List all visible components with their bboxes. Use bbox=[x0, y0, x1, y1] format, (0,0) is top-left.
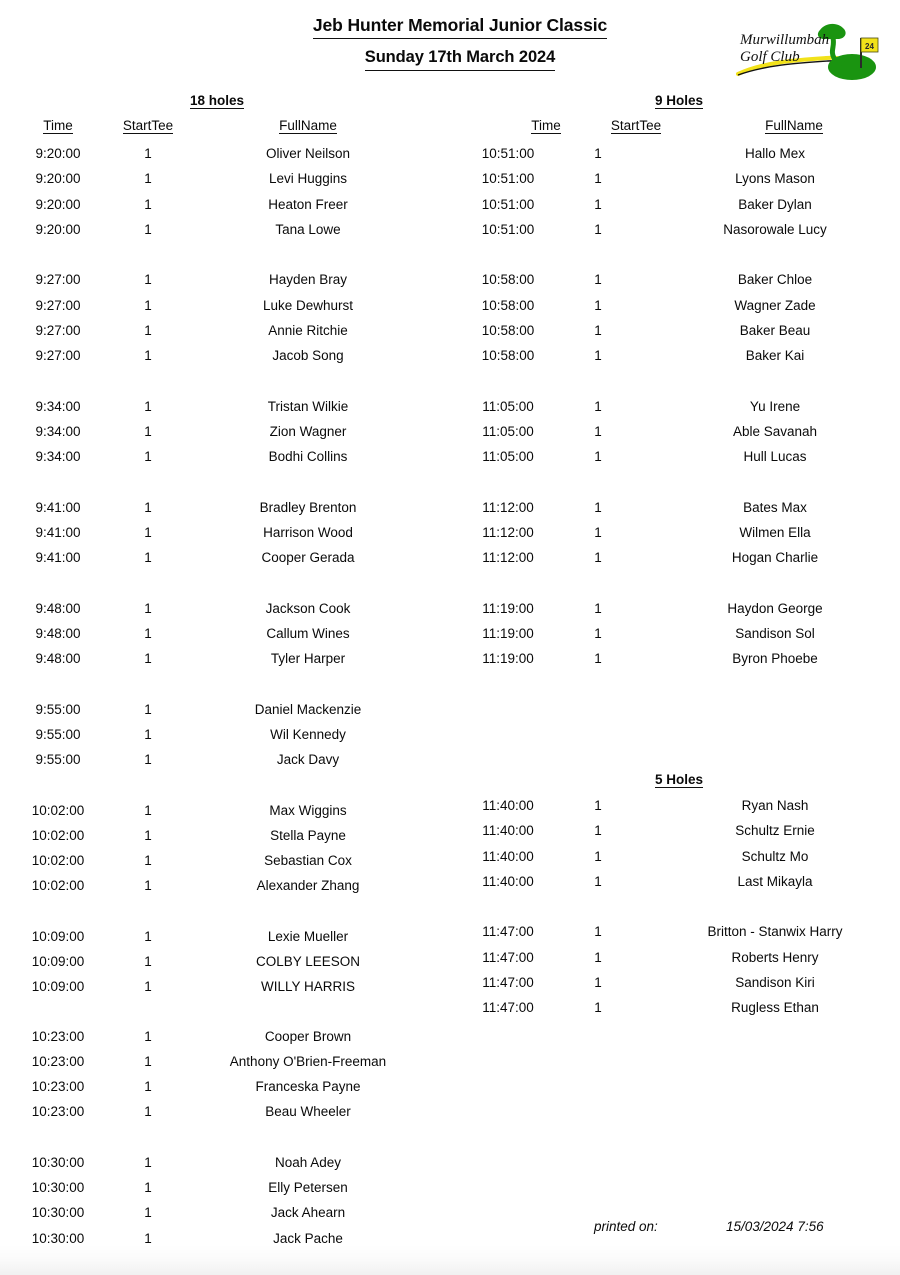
tee-time-row bbox=[0, 166, 900, 191]
cell-time: 11:05:00 bbox=[482, 423, 534, 439]
cell-full-name: Rugless Ethan bbox=[731, 1000, 819, 1015]
cell-time: 10:30:00 bbox=[31, 1205, 85, 1221]
cell-full-name: Sandison Sol bbox=[735, 625, 815, 641]
cell-full-name: Hogan Charlie bbox=[731, 550, 819, 565]
tee-time-row bbox=[0, 646, 900, 671]
cell-start-tee: 1 bbox=[594, 348, 602, 363]
section-heading-18-holes: 18 holes bbox=[189, 93, 245, 108]
cell-time: 10:58:00 bbox=[481, 322, 535, 338]
cell-time: 9:27:00 bbox=[35, 272, 81, 288]
tee-time-row bbox=[0, 919, 900, 944]
cell-time: 11:05:00 bbox=[482, 398, 534, 414]
cell-time: 10:02:00 bbox=[31, 878, 85, 894]
flag-number: 24 bbox=[865, 42, 874, 51]
cell-time: 9:48:00 bbox=[35, 651, 81, 666]
cell-start-tee: 1 bbox=[144, 1180, 152, 1195]
cell-full-name: Harrison Wood bbox=[263, 524, 353, 540]
cell-start-tee: 1 bbox=[144, 1053, 152, 1069]
tee-time-row bbox=[0, 343, 900, 368]
cell-full-name: Hallo Mex bbox=[744, 146, 806, 161]
cell-start-tee: 1 bbox=[144, 625, 152, 641]
cell-start-tee: 1 bbox=[594, 449, 602, 464]
tee-time-row bbox=[0, 818, 900, 843]
footer bbox=[0, 1219, 900, 1241]
cell-start-tee: 1 bbox=[594, 949, 602, 965]
cell-start-tee: 1 bbox=[144, 171, 152, 187]
tee-time-row bbox=[0, 444, 900, 469]
cell-time: 10:09:00 bbox=[31, 928, 85, 944]
cell-start-tee: 1 bbox=[594, 221, 602, 237]
cell-time: 9:55:00 bbox=[35, 726, 81, 742]
cell-time: 11:47:00 bbox=[482, 1000, 534, 1015]
cell-time: 11:47:00 bbox=[482, 924, 534, 940]
cell-time: 11:19:00 bbox=[482, 600, 534, 616]
cell-time: 9:27:00 bbox=[35, 297, 81, 313]
tee-time-row bbox=[0, 545, 900, 570]
cell-start-tee: 1 bbox=[144, 1028, 152, 1044]
cell-start-tee: 1 bbox=[594, 297, 602, 313]
cell-time: 9:34:00 bbox=[35, 449, 81, 464]
cell-start-tee: 1 bbox=[144, 802, 152, 818]
cell-time: 10:51:00 bbox=[481, 221, 535, 237]
tee-time-row bbox=[0, 970, 900, 995]
cell-start-tee: 1 bbox=[594, 1000, 602, 1015]
section-heading-9-holes: 9 Holes bbox=[654, 93, 704, 108]
cell-time: 9:27:00 bbox=[35, 322, 81, 338]
cell-start-tee: 1 bbox=[144, 272, 152, 288]
cell-start-tee: 1 bbox=[144, 322, 152, 338]
cell-full-name: Ryan Nash bbox=[741, 798, 809, 813]
cell-start-tee: 1 bbox=[144, 928, 152, 944]
cell-time: 9:34:00 bbox=[35, 398, 81, 414]
tee-time-row bbox=[0, 945, 900, 970]
cell-start-tee: 1 bbox=[594, 423, 602, 439]
cell-time: 10:09:00 bbox=[31, 954, 85, 969]
cell-start-tee: 1 bbox=[144, 550, 152, 565]
cell-full-name: Wagner Zade bbox=[734, 297, 816, 313]
cell-time: 9:41:00 bbox=[35, 499, 81, 515]
printed-on-value: 15/03/2024 7:56 bbox=[726, 1219, 824, 1234]
cell-full-name: COLBY LEESON bbox=[255, 954, 361, 969]
cell-full-name: Britton - Stanwix Harry bbox=[707, 924, 843, 940]
cell-start-tee: 1 bbox=[594, 823, 602, 839]
cell-full-name: WILLY HARRIS bbox=[260, 979, 356, 995]
cell-start-tee: 1 bbox=[144, 701, 152, 717]
cell-full-name: Zion Wagner bbox=[269, 423, 347, 439]
cell-time: 9:27:00 bbox=[35, 348, 81, 363]
cell-full-name: Byron Phoebe bbox=[732, 651, 818, 666]
cell-full-name: Jackson Cook bbox=[265, 600, 351, 616]
cell-time: 9:55:00 bbox=[35, 701, 81, 717]
cell-start-tee: 1 bbox=[144, 954, 152, 969]
cell-start-tee: 1 bbox=[144, 878, 152, 894]
cell-full-name: Heaton Freer bbox=[268, 196, 348, 212]
section-heading-5-holes: 5 Holes bbox=[654, 772, 704, 787]
cell-time: 9:41:00 bbox=[35, 550, 81, 565]
cell-time: 10:58:00 bbox=[481, 348, 535, 363]
tee-time-row bbox=[0, 267, 900, 292]
cell-full-name: Alexander Zhang bbox=[256, 878, 360, 894]
cell-start-tee: 1 bbox=[594, 196, 602, 212]
cell-time: 11:40:00 bbox=[482, 873, 534, 889]
cell-start-tee: 1 bbox=[594, 398, 602, 414]
cell-time: 11:19:00 bbox=[482, 651, 534, 666]
tee-time-row bbox=[0, 192, 900, 217]
cell-start-tee: 1 bbox=[144, 1079, 152, 1094]
cell-time: 10:30:00 bbox=[31, 1230, 85, 1246]
cell-start-tee: 1 bbox=[144, 752, 152, 767]
cell-full-name: Lyons Mason bbox=[735, 171, 815, 187]
cell-full-name: Wilmen Ella bbox=[739, 524, 811, 540]
logo-club-line1: Murwillumbah bbox=[740, 32, 830, 48]
cell-start-tee: 1 bbox=[594, 848, 602, 864]
cell-time: 11:12:00 bbox=[482, 499, 534, 515]
cell-start-tee: 1 bbox=[144, 146, 152, 161]
cell-start-tee: 1 bbox=[594, 550, 602, 565]
cell-start-tee: 1 bbox=[594, 146, 602, 161]
cell-full-name: Bates Max bbox=[743, 499, 807, 515]
tee-time-row bbox=[0, 318, 900, 343]
cell-time: 10:02:00 bbox=[31, 802, 85, 818]
cell-time: 9:34:00 bbox=[35, 423, 81, 439]
tee-time-row bbox=[0, 520, 900, 545]
tee-time-row bbox=[0, 995, 900, 1020]
cell-start-tee: 1 bbox=[144, 449, 152, 464]
cell-full-name: Cooper Gerada bbox=[261, 550, 355, 565]
cell-full-name: Schultz Ernie bbox=[735, 823, 815, 839]
header-full-name: FullName bbox=[279, 118, 337, 133]
cell-full-name: Bodhi Collins bbox=[268, 449, 348, 464]
cell-time: 11:40:00 bbox=[482, 848, 534, 864]
cell-start-tee: 1 bbox=[594, 272, 602, 288]
cell-full-name: Elly Petersen bbox=[268, 1180, 348, 1195]
cell-start-tee: 1 bbox=[594, 171, 602, 187]
cell-start-tee: 1 bbox=[594, 798, 602, 813]
tee-time-row bbox=[0, 495, 900, 520]
header-time: Time bbox=[531, 118, 561, 133]
cell-full-name: Callum Wines bbox=[266, 625, 350, 641]
cell-full-name: Tyler Harper bbox=[270, 651, 346, 666]
cell-time: 9:20:00 bbox=[35, 171, 81, 187]
cell-full-name: Baker Kai bbox=[745, 348, 805, 363]
page-subtitle: Sunday 17th March 2024 bbox=[365, 44, 555, 71]
cell-time: 10:23:00 bbox=[31, 1028, 85, 1044]
logo-club-line2: Golf Club bbox=[740, 49, 800, 65]
cell-start-tee: 1 bbox=[144, 221, 152, 237]
cell-full-name: Stella Payne bbox=[270, 827, 346, 843]
cell-full-name: Lexie Mueller bbox=[267, 928, 349, 944]
cell-start-tee: 1 bbox=[594, 974, 602, 990]
cell-time: 11:19:00 bbox=[482, 625, 534, 641]
tee-time-row bbox=[0, 793, 900, 818]
cell-time: 10:58:00 bbox=[481, 272, 535, 288]
cell-time: 9:20:00 bbox=[35, 196, 81, 212]
cell-time: 11:12:00 bbox=[482, 550, 534, 565]
tee-time-row bbox=[0, 217, 900, 242]
cell-full-name: Hull Lucas bbox=[743, 449, 807, 464]
cell-time: 11:12:00 bbox=[482, 524, 534, 540]
cell-start-tee: 1 bbox=[594, 524, 602, 540]
cell-time: 10:51:00 bbox=[481, 146, 535, 161]
cell-time: 9:20:00 bbox=[35, 221, 81, 237]
cell-time: 9:48:00 bbox=[35, 625, 81, 641]
cell-time: 10:30:00 bbox=[31, 1180, 85, 1195]
cell-time: 11:40:00 bbox=[482, 823, 534, 839]
tee-time-row bbox=[0, 869, 900, 894]
cell-start-tee: 1 bbox=[144, 651, 152, 666]
cell-start-tee: 1 bbox=[144, 499, 152, 515]
cell-full-name: Beau Wheeler bbox=[265, 1104, 351, 1120]
cell-full-name: Baker Chloe bbox=[737, 272, 813, 288]
cell-full-name: Luke Dewhurst bbox=[262, 297, 354, 313]
cell-full-name: Wil Kennedy bbox=[270, 726, 346, 742]
cell-full-name: Roberts Henry bbox=[731, 949, 819, 965]
tee-time-row bbox=[0, 141, 900, 166]
cell-full-name: Hayden Bray bbox=[268, 272, 348, 288]
tee-time-row bbox=[0, 844, 900, 869]
cell-start-tee: 1 bbox=[144, 600, 152, 616]
cell-start-tee: 1 bbox=[594, 600, 602, 616]
cell-time: 10:23:00 bbox=[31, 1104, 85, 1120]
cell-time: 11:47:00 bbox=[482, 949, 534, 965]
header-start-tee: StartTee bbox=[610, 118, 662, 133]
cell-start-tee: 1 bbox=[144, 1205, 152, 1221]
cell-time: 11:40:00 bbox=[482, 798, 534, 813]
cell-full-name: Anthony O'Brien-Freeman bbox=[229, 1053, 387, 1069]
cell-start-tee: 1 bbox=[144, 348, 152, 363]
cell-start-tee: 1 bbox=[144, 1230, 152, 1246]
cell-full-name: Last Mikayla bbox=[737, 873, 813, 889]
cell-full-name: Jack Pache bbox=[273, 1230, 343, 1246]
cell-start-tee: 1 bbox=[144, 1104, 152, 1120]
cell-full-name: Jacob Song bbox=[272, 348, 344, 363]
cell-start-tee: 1 bbox=[144, 524, 152, 540]
tee-time-row bbox=[0, 293, 900, 318]
cell-start-tee: 1 bbox=[594, 322, 602, 338]
cell-time: 10:23:00 bbox=[31, 1079, 85, 1094]
cell-start-tee: 1 bbox=[594, 924, 602, 940]
cell-full-name: Max Wiggins bbox=[269, 802, 347, 818]
cell-full-name: Bradley Brenton bbox=[259, 499, 357, 515]
cell-time: 9:48:00 bbox=[35, 600, 81, 616]
cell-full-name: Tana Lowe bbox=[275, 221, 341, 237]
cell-full-name: Schultz Mo bbox=[741, 848, 809, 864]
cell-full-name: Jack Ahearn bbox=[270, 1205, 346, 1221]
cell-time: 10:51:00 bbox=[481, 196, 535, 212]
cell-time: 11:47:00 bbox=[482, 974, 534, 990]
cell-start-tee: 1 bbox=[594, 873, 602, 889]
cell-full-name: Levi Huggins bbox=[268, 171, 348, 187]
header-start-tee: StartTee bbox=[122, 118, 174, 133]
cell-full-name: Oliver Neilson bbox=[265, 146, 351, 161]
page-title: Jeb Hunter Memorial Junior Classic bbox=[313, 12, 607, 39]
tee-time-row bbox=[0, 596, 900, 621]
cell-full-name: Daniel Mackenzie bbox=[254, 701, 362, 717]
cell-start-tee: 1 bbox=[144, 827, 152, 843]
cell-start-tee: 1 bbox=[144, 726, 152, 742]
cell-time: 10:58:00 bbox=[481, 297, 535, 313]
cell-start-tee: 1 bbox=[594, 651, 602, 666]
cell-start-tee: 1 bbox=[144, 398, 152, 414]
cell-full-name: Sandison Kiri bbox=[735, 974, 815, 990]
cell-start-tee: 1 bbox=[144, 979, 152, 995]
cell-start-tee: 1 bbox=[144, 423, 152, 439]
cell-full-name: Tristan Wilkie bbox=[267, 398, 349, 414]
printed-on-label: printed on: bbox=[594, 1219, 658, 1234]
cell-full-name: Cooper Brown bbox=[264, 1028, 352, 1044]
cell-full-name: Sebastian Cox bbox=[264, 853, 352, 868]
cell-time: 10:02:00 bbox=[31, 853, 85, 868]
header-full-name: FullName bbox=[765, 118, 823, 133]
cell-time: 9:41:00 bbox=[35, 524, 81, 540]
header-time: Time bbox=[43, 118, 73, 133]
cell-start-tee: 1 bbox=[144, 196, 152, 212]
cell-full-name: Franceska Payne bbox=[255, 1079, 361, 1094]
cell-full-name: Haydon George bbox=[727, 600, 823, 616]
cell-full-name: Baker Beau bbox=[739, 322, 811, 338]
cell-start-tee: 1 bbox=[594, 499, 602, 515]
tee-time-row bbox=[0, 394, 900, 419]
cell-time: 11:05:00 bbox=[482, 449, 534, 464]
tee-time-row bbox=[0, 419, 900, 444]
cell-full-name: Able Savanah bbox=[732, 423, 818, 439]
cell-start-tee: 1 bbox=[144, 853, 152, 868]
cell-start-tee: 1 bbox=[144, 1154, 152, 1170]
cell-time: 10:09:00 bbox=[31, 979, 85, 995]
cell-full-name: Jack Davy bbox=[276, 752, 340, 767]
cell-time: 10:30:00 bbox=[31, 1154, 85, 1170]
cell-full-name: Baker Dylan bbox=[738, 196, 812, 212]
tee-time-row bbox=[0, 621, 900, 646]
cell-time: 10:02:00 bbox=[31, 827, 85, 843]
cell-start-tee: 1 bbox=[594, 625, 602, 641]
cell-full-name: Yu Irene bbox=[749, 398, 801, 414]
cell-full-name: Nasorowale Lucy bbox=[723, 221, 827, 237]
cell-time: 10:51:00 bbox=[481, 171, 535, 187]
cell-time: 9:55:00 bbox=[35, 752, 81, 767]
cell-time: 9:20:00 bbox=[35, 146, 81, 161]
page-bottom-edge bbox=[0, 1245, 900, 1275]
cell-full-name: Annie Ritchie bbox=[268, 322, 348, 338]
cell-full-name: Noah Adey bbox=[274, 1154, 342, 1170]
cell-time: 10:23:00 bbox=[31, 1053, 85, 1069]
cell-start-tee: 1 bbox=[144, 297, 152, 313]
